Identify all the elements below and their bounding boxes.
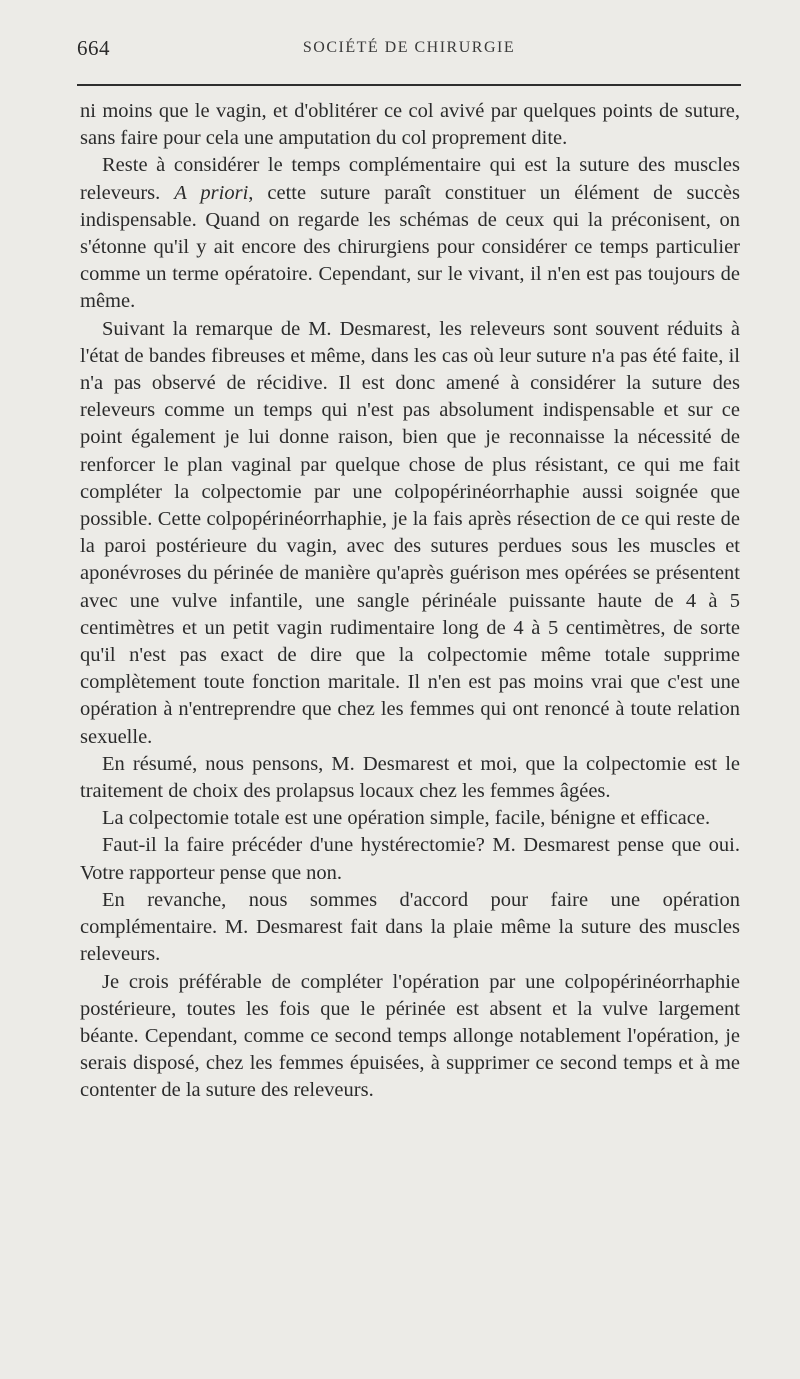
paragraph-5: La colpectomie totale est une opération simple, facile, bénigne et efficace. (102, 807, 711, 830)
page-number: 664 (77, 36, 110, 60)
paragraph-4: En résumé, nous pensons, M. Desmarest et moi, que la colpectomie est le traitement de choix des prolapsus locaux chez les femmes âgées. (80, 752, 740, 803)
page-header (77, 36, 741, 66)
paragraph-2-end: , cette suture paraît constituer un élément de succès indispensable. Quand on regarde les schémas de ceux qui la préconisent, on s'étonne qu'il y ait encore des chirurgiens pour considérer ce temps particulier comme un terme opératoire. Cependant, sur le vivant, il n'en est pas toujours de même. (80, 181, 741, 313)
paragraph-6: Faut-il la faire précéder d'une hystérectomie? M. Desmarest pense que oui. Votre rapporteur pense que non. (80, 834, 740, 884)
paragraph-7: En revanche, nous sommes d'accord pour faire une opération complémentaire. M. Desmarest fait dans la plaie même la suture des muscles releveurs. (80, 888, 740, 966)
body-text (80, 98, 740, 1105)
paragraph-8: Je crois préférable de compléter l'opération par une colpopérinéorrhaphie postérieure, toutes les fois que le périnée est absent et la vulve largement béante. Cependant, comme ce second temps allonge notablement l'opération, je serais disposé, chez les femmes épuisées, à supprimer ce second temps et à me contenter de la suture des releveurs. (80, 970, 740, 1102)
paragraph-2 (80, 152, 740, 315)
header-rule (77, 84, 741, 86)
italic-a-priori: A priori (174, 181, 249, 204)
paragraph-1: ni moins que le vagin, et d'oblitérer ce col avivé par quelques points de suture, sans faire pour cela une amputation du col proprement dite. (80, 100, 740, 150)
running-head: SOCIÉTÉ DE CHIRURGIE (302, 39, 516, 56)
paragraph-3: Suivant la remarque de M. Desmarest, les releveurs sont souvent réduits à l'état de bandes fibreuses et même, dans les cas où leur suture n'a pas été faite, il n'a pas observé de récidive. Il est donc amené à considérer la suture des releveurs comme un temps qui n'est pas absolument indispensable et sur ce point également je lui donne raison, bien que je reconnaisse la nécessité de renforcer le plan vaginal par quelque chose de plus résistant, ce qui me fait compléter la colpectomie par une colpopérinéorrhaphie aussi soignée que possible. Cette colpopérinéorrhaphie, je la fais après résection de ce qui reste de la paroi postérieure du vagin, avec des sutures perdues sous les muscles et aponévroses du périnée de manière qu'après guérison mes opérées se présentent avec une vulve infantile, une sangle périnéale puissante haute de 4 à 5 centimètres et un petit vagin rudimentaire long de 4 à 5 centimètres, de sorte qu'il n'est pas exact de dire que la colpectomie même totale supprime complètement toute fonction maritale. Il n'en est pas moins vrai que c'est une opération à n'entreprendre que chez les femmes qui ont renoncé à toute relation sexuelle. (80, 317, 740, 748)
paragraph-2-start: Reste à considérer le temps complémentaire qui est la suture des muscles releveurs. (80, 154, 740, 204)
